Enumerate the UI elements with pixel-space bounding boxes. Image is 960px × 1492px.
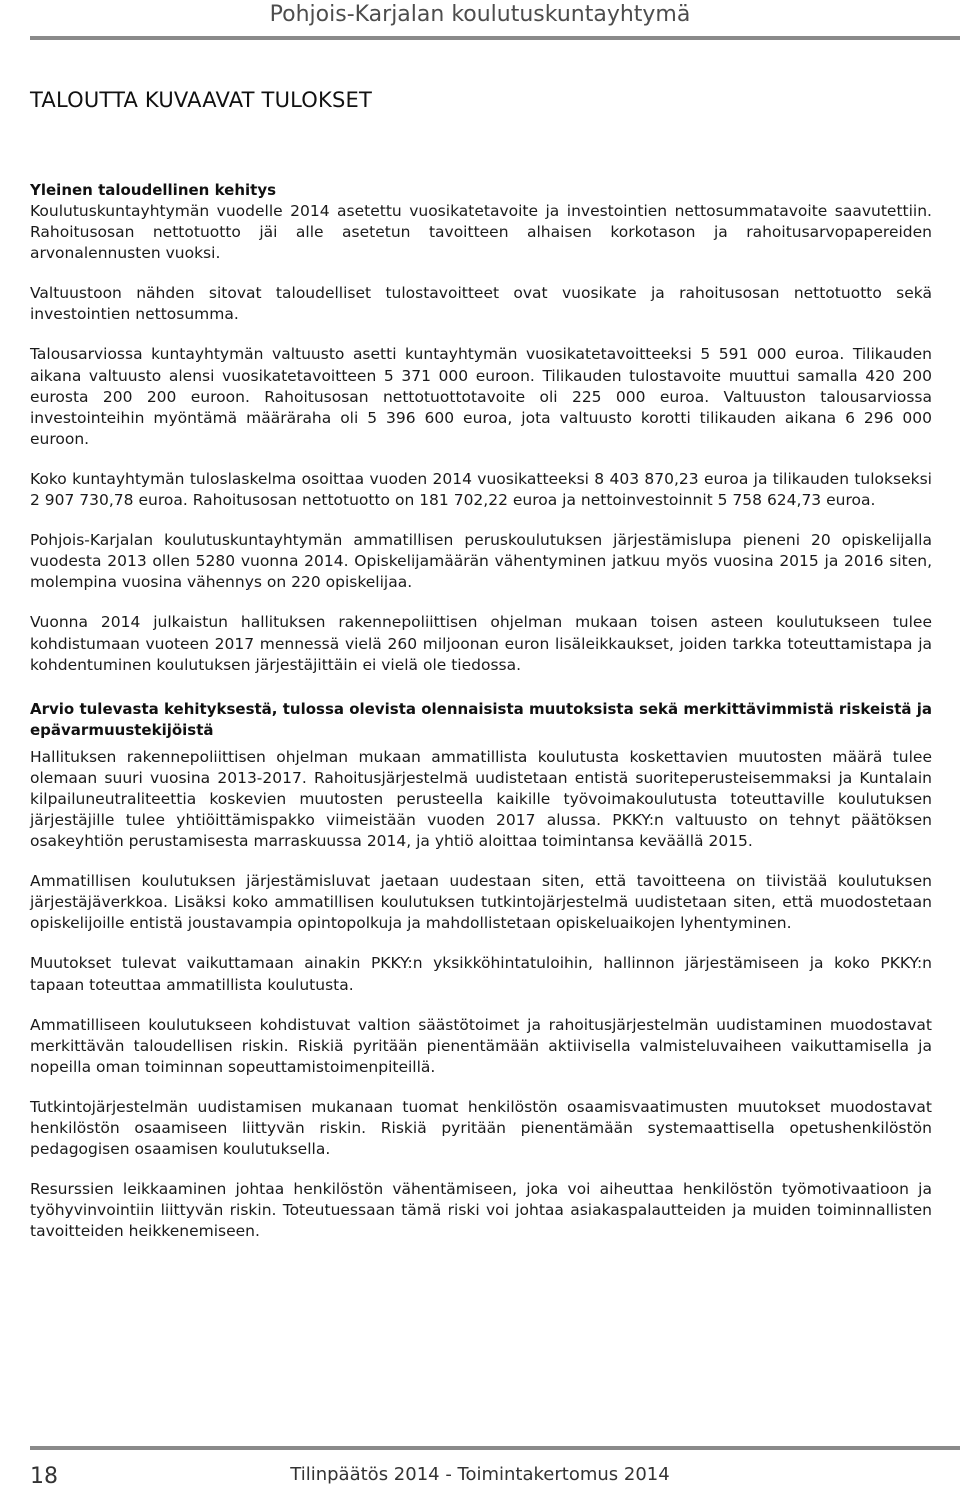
paragraph: Pohjois-Karjalan koulutuskuntayhtymän ammatillisen peruskoulutuksen järjestämislupa pieneni 20 opiskelijalla vuodesta 2013 ollen 5280 vuonna 2014. Opiskelijamäärän vähentyminen jatkuu myös vuosina 2015 ja 2016 siten, molempina vuosina vähennys on 220 opiskelijaa. bbox=[30, 531, 932, 592]
footer-document-title: Tilinpäätös 2014 - Toimintakertomus 2014 bbox=[290, 1464, 670, 1485]
document-header: Pohjois-Karjalan koulutuskuntayhtymä bbox=[269, 2, 691, 27]
paragraph: Koko kuntayhtymän tuloslaskelma osoittaa vuoden 2014 vuosikatteeksi 8 403 870,23 euroa ja tilikauden tulokseksi 2 907 730,78 euroa. Rahoitusosan nettotuotto on 181 702,22 euroa ja nettoinvestoinnit 5 758 624,73 euroa. bbox=[30, 469, 932, 510]
paragraph: Resurssien leikkaaminen johtaa henkilöstön vähentämiseen, joka voi aiheuttaa henkilöstön työmotivaatioon ja työhyvinvointiin liittyvän riskin. Toteutuessaan tämä riski voi johtaa asiakaspalautteiden ja muiden toiminnallisten tavoitteiden heikkenemiseen. bbox=[30, 1180, 932, 1241]
section-heading-general-development: Yleinen taloudellinen kehitys bbox=[30, 181, 277, 199]
paragraph: Hallituksen rakennepoliittisen ohjelman mukaan ammatillista koulutusta koskettavien muutosten määrä tulee olemaan suuri vuosina 2013-2017. Rahoitusjärjestelmä uudistetaan entistä suoriteperusteisemmaksi ja Kuntalain kilpailuneutraliteettia koskevien muutosten perusteella kaikille työvoimakoulutusta toteuttaville koulutuksen järjestäjille tulee yhtiöittämispakko viimeistään vuoden 2017 alussa. PKKY:n valtuusto on tehnyt päätöksen osakeyhtiön perustamisesta marraskuussa 2014, ja yhtiö aloittaa toimintansa keväällä 2015. bbox=[30, 747, 932, 851]
paragraph: Muutokset tulevat vaikuttamaan ainakin PKKY:n yksikköhintatuloihin, hallinnon järjestämiseen ja koko PKKY:n tapaan toteuttaa ammatillista koulutusta. bbox=[30, 954, 932, 994]
document-body bbox=[30, 180, 932, 1242]
page-title: TALOUTTA KUVAAVAT TULOKSET bbox=[30, 88, 373, 112]
page-number: 18 bbox=[30, 1464, 58, 1489]
header-divider bbox=[30, 36, 960, 40]
paragraph: Valtuustoon nähden sitovat taloudelliset tulostavoitteet ovat vuosikate ja rahoitusosan nettotuotto sekä investointien nettosumma. bbox=[30, 284, 932, 324]
paragraph: Talousarviossa kuntayhtymän valtuusto asetti kuntayhtymän vuosikatetavoitteeksi 5 591 000 euroa. Tilikauden aikana valtuusto alensi vuosikatetavoitteen 5 371 000 euroon. Tilikauden tulostavoite muuttui samalla 420 200 eurosta 200 200 euroon. Rahoitusosan nettotuottotavoite oli 225 000 euroa. Valtuuston talousarviossa investointeihin myöntämä määräraha oli 5 396 600 euroa, jota valtuusto korotti tilikauden aikana 6 296 000 euroon. bbox=[30, 345, 932, 448]
paragraph: Ammatilliseen koulutukseen kohdistuvat valtion säästötoimet ja rahoitusjärjestelmän uudistaminen muodostavat merkittävän taloudellisen riskin. Riskiä pyritään pienentämään aktiivisella valmisteluvaiheen vaikuttamisella ja nopeilla oman toiminnan sopeuttamistoimenpiteillä. bbox=[30, 1015, 932, 1076]
paragraph: Vuonna 2014 julkaistun hallituksen rakennepoliittisen ohjelman mukaan toisen asteen koulutukseen tulee kohdistumaan vuoteen 2017 mennessä vielä 260 miljoonan euron lisäleikkaukset, joiden tarkka toteuttamistapa ja kohdentuminen koulutuksen järjestäjittäin ei vielä ole tiedossa. bbox=[30, 613, 932, 674]
footer-divider bbox=[30, 1446, 960, 1450]
paragraph: Koulutuskuntayhtymän vuodelle 2014 asetettu vuosikatetavoite ja investointien nettosummatavoite saavutettiin. Rahoitusosan nettotuotto jäi alle asetetun tavoitteen alhaisen korkotason ja rahoitusarvopapereiden arvonalennusten vuoksi. bbox=[30, 202, 932, 263]
paragraph: Tutkintojärjestelmän uudistamisen mukanaan tuomat henkilöstön osaamisvaatimusten muutokset muodostavat henkilöstön osaamiseen liittyvän riskin. Riskiä pyritään pienentämään systemaattisella opetushenkilöstön pedagogisen osaamisen koulutuksella. bbox=[30, 1097, 932, 1159]
paragraph: Ammatillisen koulutuksen järjestämisluvat jaetaan uudestaan siten, että tavoitteena on tiivistää koulutuksen järjestäjäverkkoa. Lisäksi koko ammatillisen koulutuksen tutkintojärjestelmä uudistetaan siten, että muodostetaan opiskelijoille entistä joustavampia opintopolkuja ja mahdollistetaan opiskeluaikojen lyhentyminen. bbox=[30, 872, 932, 933]
section-heading-future-outlook-risks: Arvio tulevasta kehityksestä, tulossa olevista olennaisista muutoksista sekä merkittävimmistä riskeistä ja epävarmuustekijöistä bbox=[30, 699, 932, 739]
